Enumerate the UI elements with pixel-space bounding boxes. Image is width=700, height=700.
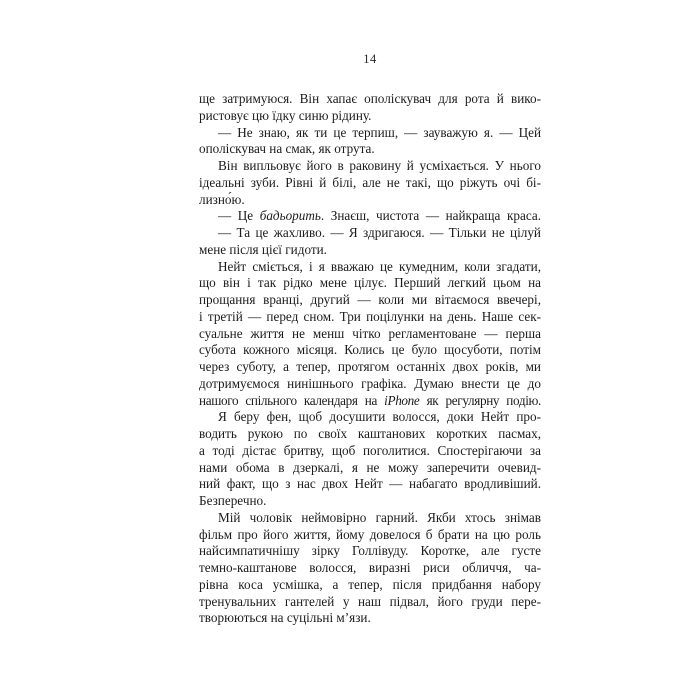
text-line: рівна коса усмішка, а тепер, після придбання набору xyxy=(199,576,541,592)
text-line: Мій чоловік неймовірно гарний. Якби хтось знімав xyxy=(218,509,541,525)
text-line: ідеальні зуби. Рівні й білі, але не такі, що ріжуть очі бі- xyxy=(199,174,541,190)
text-line: що він і так рідко мене цілує. Перший легкий цьом на xyxy=(199,275,541,291)
text-line: водить рукою по своїх каштанових коротких пасмах, xyxy=(199,426,541,441)
text-line: тренувальних гантелей у наш підвал, його груди пере- xyxy=(199,593,541,609)
text-line: найсимпатичнішу зірку Голлівуду. Коротке, але густе xyxy=(199,543,541,559)
text-line: ще затримуюся. Він хапає ополіскувач для рота й вико- xyxy=(199,91,541,106)
text-line: — Не знаю, як ти це терпиш, — зауважую я. — Цей xyxy=(218,124,541,140)
text-line: творюються на суцільні м’язи. xyxy=(199,610,371,626)
text-line: і третій — перед сном. Три поцілунки на день. Наше сек- xyxy=(199,308,541,324)
text-line: Я беру фен, щоб досушити волосся, доки Нейт про- xyxy=(218,409,541,425)
text-line: субота кожного місяця. Колись це було щосуботи, потім xyxy=(199,342,541,358)
text-line: — Та це жахливо. — Я здригаюся. — Тільки не цілуй xyxy=(218,225,541,240)
text-line: ристовує цю їдку синю рідину. xyxy=(199,107,372,123)
text-line: дотримуємося нинішнього графіка. Думаю внести це до xyxy=(199,375,541,391)
text-line: Він випльовує його в раковину й усміхається. У нього xyxy=(218,158,541,173)
text-line: мене після цієї гидоти. xyxy=(199,241,327,257)
text-line: суальне життя не менш чітко регламентоване — перша xyxy=(199,325,541,341)
text-line: а тоді дістає бритву, щоб поголитися. Спостерігаючи за xyxy=(199,442,541,458)
text-line: — Це бадьорить. Знаєш, чистота — найкраща краса. xyxy=(218,208,541,224)
text-line: Безперечно. xyxy=(199,493,267,508)
text-line: ний факт, що з нас двох Нейт — набагато вродливіший. xyxy=(199,476,541,492)
text-line: Нейт сміється, і я вважаю це кумедним, коли згадати, xyxy=(218,258,541,274)
text-line: нами обома в дзеркалі, я не можу заперечити очевид- xyxy=(199,459,541,475)
text-line: фільм про його життя, йому довелося б брати на цю роль xyxy=(199,526,541,542)
text-line: лизно́ю. xyxy=(199,191,245,207)
page-number: 14 xyxy=(363,52,377,66)
text-line: прощання вранці, другий — коли ми вітаємося ввечері, xyxy=(199,292,541,307)
text-line: через суботу, а тепер, протягом останніх двох років, ми xyxy=(199,359,541,374)
text-line: нашого спільного календаря на iPhone як регулярну подію. xyxy=(199,392,541,408)
body-text xyxy=(199,91,541,627)
text-line: ополіскувач на смак, як отрута. xyxy=(199,141,375,157)
text-line: темно-каштанове волосся, виразні риси обличчя, ча- xyxy=(199,560,541,575)
